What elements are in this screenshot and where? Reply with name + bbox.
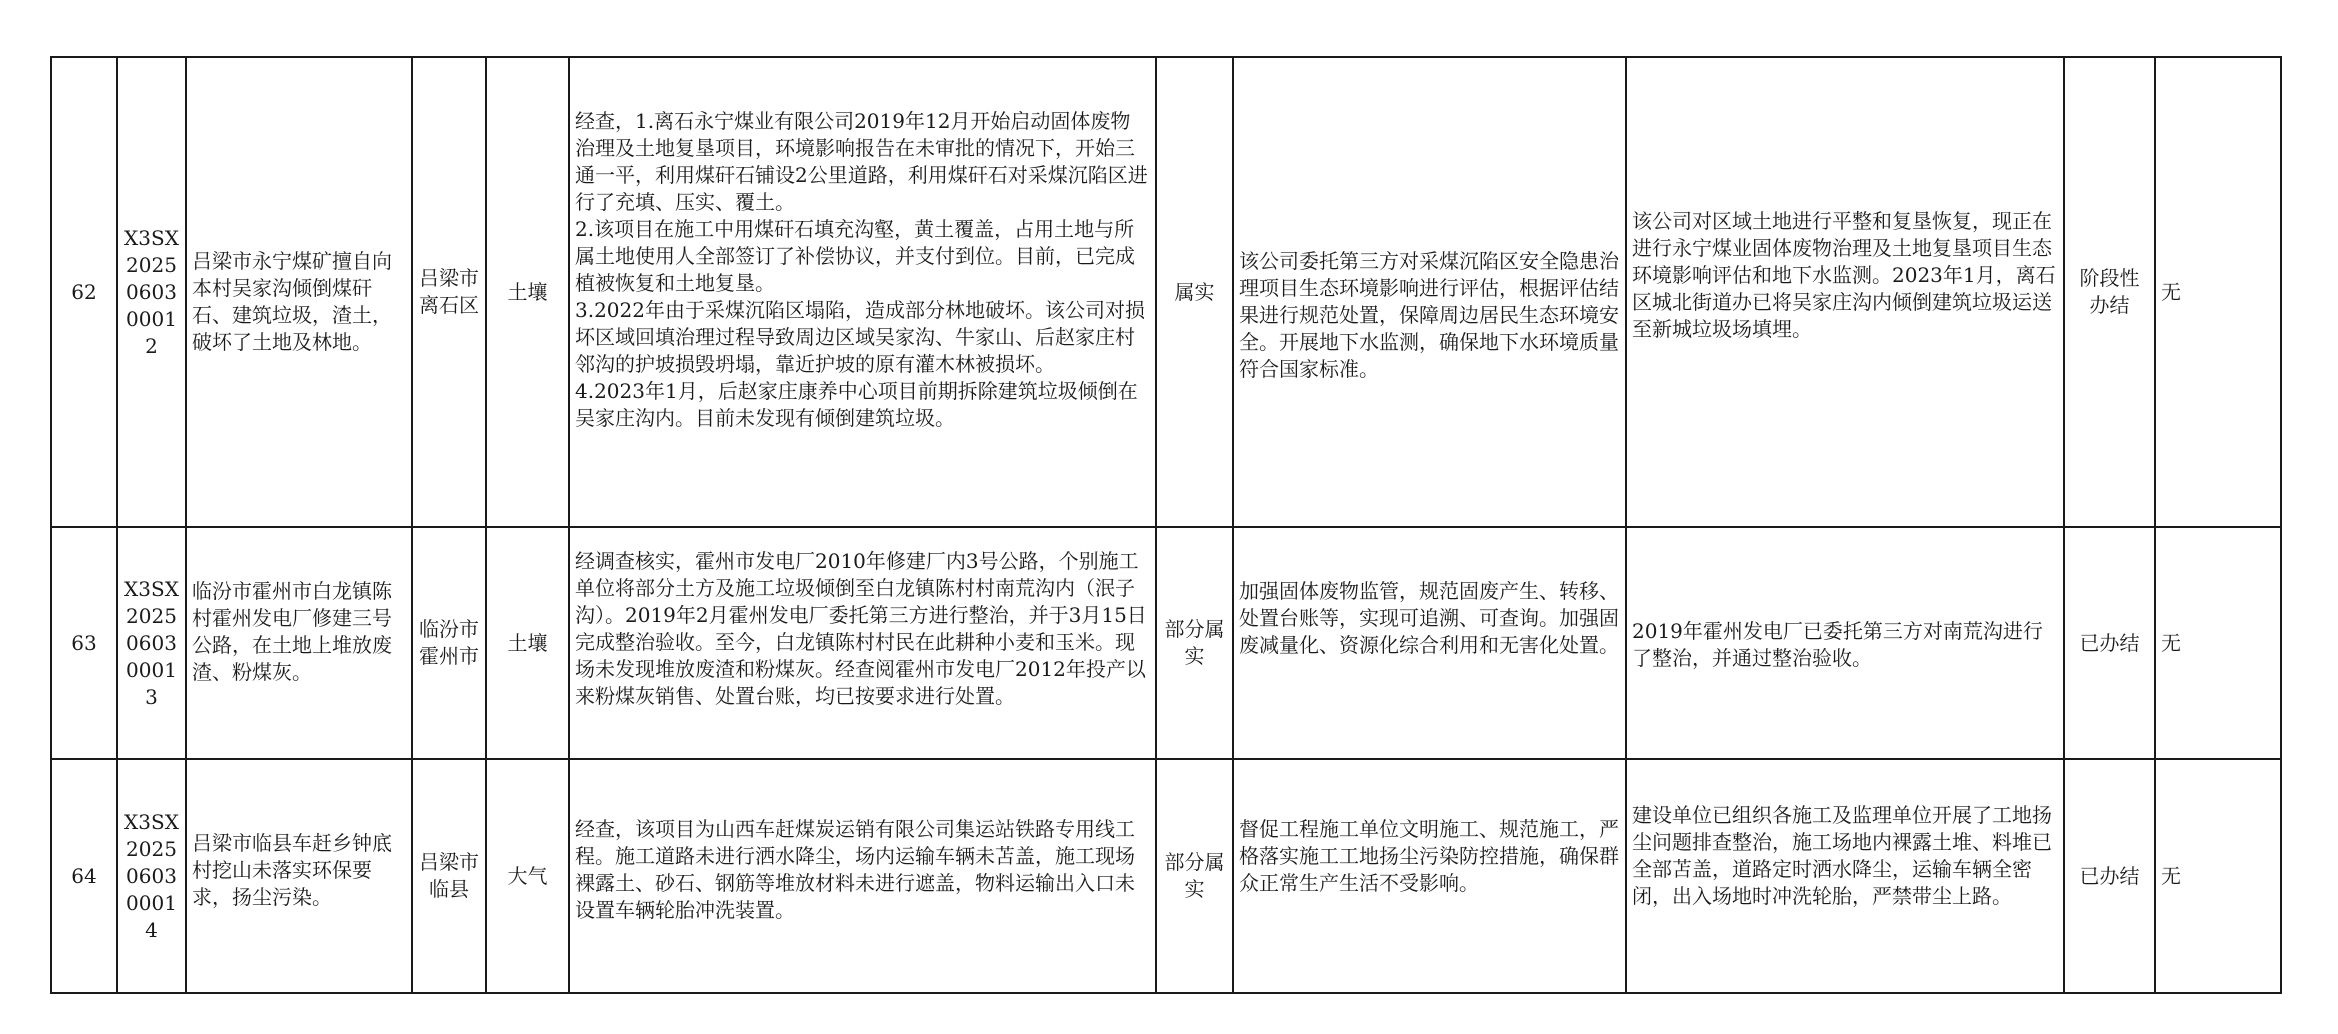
verdict: 属实 bbox=[1156, 57, 1233, 527]
rectification-measures: 该公司委托第三方对采煤沉陷区安全隐患治理项目生态环境影响进行评估，根据评估结果进行规范处置，保障周边居民生态环境安全。开展地下水监测，确保地下水环境质量符合国家标准。 bbox=[1233, 57, 1626, 527]
pollution-type: 土壤 bbox=[486, 57, 569, 527]
region: 吕梁市临县 bbox=[412, 759, 486, 993]
accountability: 无 bbox=[2155, 527, 2281, 759]
table-row bbox=[51, 759, 2281, 993]
finding-paragraph: 2.该项目在施工中用煤矸石填充沟壑，黄土覆盖，占用土地与所属土地使用人全部签订了补偿协议，并支付到位。目前，已完成植被恢复和土地复垦。 bbox=[575, 217, 1135, 295]
accountability: 无 bbox=[2155, 57, 2281, 527]
case-code: X3SX2025060300014 bbox=[117, 759, 186, 993]
status-badge: 已办结 bbox=[2064, 759, 2155, 993]
case-code: X3SX2025060300013 bbox=[117, 527, 186, 759]
finding-paragraph: 经查，该项目为山西车赶煤炭运销有限公司集运站铁路专用线工程。施工道路未进行洒水降尘，场内运输车辆未苫盖，施工现场裸露土、砂石、钢筋等堆放材料未进行遮盖，物料运输出入口未设置车辆轮胎冲洗装置。 bbox=[575, 817, 1135, 922]
finding-paragraph: 经查，1.离石永宁煤业有限公司2019年12月开始启动固体废物治理及土地复垦项目，环境影响报告在未审批的情况下，开始三通一平，利用煤矸石铺设2公里道路，利用煤矸石对采煤沉陷区进行了充填、压实、覆土。 bbox=[575, 109, 1148, 214]
rectification-result: 建设单位已组织各施工及监理单位开展了工地扬尘问题排查整治，施工场地内裸露土堆、料堆已全部苫盖，道路定时洒水降尘，运输车辆全密闭，出入场地时冲洗轮胎，严禁带尘上路。 bbox=[1626, 759, 2064, 993]
region: 临汾市霍州市 bbox=[412, 527, 486, 759]
investigation-finding bbox=[569, 527, 1156, 759]
complaint-description: 临汾市霍州市白龙镇陈村霍州发电厂修建三号公路，在土地上堆放废渣、粉煤灰。 bbox=[186, 527, 412, 759]
verdict: 部分属实 bbox=[1156, 759, 1233, 993]
case-code: X3SX2025060300012 bbox=[117, 57, 186, 527]
table-row bbox=[51, 527, 2281, 759]
rectification-result: 2019年霍州发电厂已委托第三方对南荒沟进行了整治，并通过整治验收。 bbox=[1626, 527, 2064, 759]
row-number: 62 bbox=[51, 57, 117, 527]
finding-paragraph: 3.2022年由于采煤沉陷区塌陷，造成部分林地破坏。该公司对损坏区域回填治理过程导致周边区域吴家沟、牛家山、后赵家庄村邻沟的护坡损毁坍塌，靠近护坡的原有灌木林被损坏。 bbox=[575, 298, 1145, 376]
status-badge: 阶段性办结 bbox=[2064, 57, 2155, 527]
region: 吕梁市离石区 bbox=[412, 57, 486, 527]
row-number: 63 bbox=[51, 527, 117, 759]
verdict: 部分属实 bbox=[1156, 527, 1233, 759]
finding-paragraph: 4.2023年1月，后赵家庄康养中心项目前期拆除建筑垃圾倾倒在吴家庄沟内。目前未发现有倾倒建筑垃圾。 bbox=[575, 379, 1138, 430]
status-badge: 已办结 bbox=[2064, 527, 2155, 759]
complaint-description: 吕梁市永宁煤矿擅自向本村吴家沟倾倒煤矸石、建筑垃圾，渣土，破坏了土地及林地。 bbox=[186, 57, 412, 527]
rectification-result: 该公司对区域土地进行平整和复垦恢复，现正在进行永宁煤业固体废物治理及土地复垦项目生态环境影响评估和地下水监测。2023年1月，离石区城北街道办已将吴家庄沟内倾倒建筑垃圾运送至新城垃圾场填埋。 bbox=[1626, 57, 2064, 527]
row-number: 64 bbox=[51, 759, 117, 993]
pollution-type: 大气 bbox=[486, 759, 569, 993]
complaints-table bbox=[50, 56, 2282, 994]
investigation-finding bbox=[569, 57, 1156, 527]
complaint-description: 吕梁市临县车赶乡钟底村挖山未落实环保要求，扬尘污染。 bbox=[186, 759, 412, 993]
accountability: 无 bbox=[2155, 759, 2281, 993]
finding-paragraph: 经调查核实，霍州市发电厂2010年修建厂内3号公路，个别施工单位将部分土方及施工垃圾倾倒至白龙镇陈村村南荒沟内（泯子沟）。2019年2月霍州发电厂委托第三方进行整治，并于3月15日完成整治验收。至今，白龙镇陈村村民在此耕种小麦和玉米。现场未发现堆放废渣和粉煤灰。经查阅霍州市发电厂2012年投产以来粉煤灰销售、处置台账，均已按要求进行处置。 bbox=[575, 549, 1147, 708]
rectification-measures: 加强固体废物监管，规范固废产生、转移、处置台账等，实现可追溯、可查询。加强固废减量化、资源化综合利用和无害化处置。 bbox=[1233, 527, 1626, 759]
investigation-finding bbox=[569, 759, 1156, 993]
rectification-measures: 督促工程施工单位文明施工、规范施工，严格落实施工工地扬尘污染防控措施，确保群众正常生产生活不受影响。 bbox=[1233, 759, 1626, 993]
table-row bbox=[51, 57, 2281, 527]
pollution-type: 土壤 bbox=[486, 527, 569, 759]
